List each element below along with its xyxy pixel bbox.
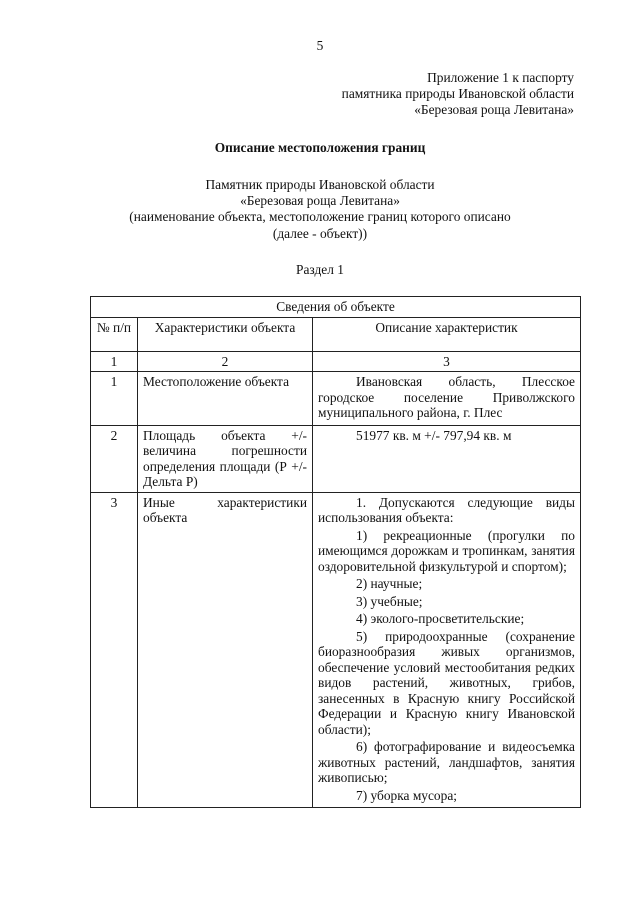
- table-row: [91, 425, 581, 492]
- row-1-characteristic: Местоположение объекта: [138, 372, 313, 426]
- table-row: [91, 492, 581, 808]
- object-line-4: (далее - объект)): [272, 225, 368, 241]
- row-3-num: 3: [91, 492, 138, 808]
- row-3-para-6: 5) природоохранные (сохранение биоразнообразия живых организмов, обеспечение условий местообитания редких видов растений, животных, грибов, занесенных в Красную книгу Российской Федерации и Красную книгу Ивановской области);: [318, 628, 575, 737]
- row-3-para-2: 1) рекреационные (прогулки по имеющимся дорожкам и тропинкам, занятия оздоровительной физкультурой и спортом);: [318, 527, 575, 574]
- page-number: 5: [316, 38, 324, 53]
- row-3-para-4: 3) учебные;: [356, 593, 423, 609]
- row-3-para-5: 4) эколого-просветительские;: [356, 611, 525, 626]
- column-number-2: 2: [138, 351, 313, 372]
- row-2-characteristic: Площадь объекта +/- величина погрешности определения площади (Р +/- Дельта Р): [138, 425, 313, 492]
- object-info-table: [90, 296, 581, 808]
- header-characteristic: Характеристики объекта: [138, 317, 313, 351]
- header-num: № п/п: [91, 317, 138, 351]
- appendix-line-3: «Березовая роща Левитана»: [414, 102, 574, 117]
- appendix-line-2: памятника природы Ивановской области: [341, 86, 574, 101]
- appendix-note: [342, 70, 574, 118]
- document-heading: Описание местоположения границ: [214, 140, 426, 155]
- column-number-1: 1: [91, 351, 138, 372]
- row-3-para-8: 7) уборка мусора;: [356, 787, 457, 803]
- row-2-num: 2: [91, 425, 138, 492]
- table-row: [91, 372, 581, 426]
- row-3-para-3: 2) научные;: [356, 576, 423, 591]
- row-2-description-text: 51977 кв. м +/- 797,94 кв. м: [356, 427, 512, 443]
- row-3-para-1: 1. Допускаются следующие виды использования объекта:: [318, 494, 575, 525]
- section-title: Раздел 1: [296, 262, 344, 277]
- object-line-3: (наименование объекта, местоположение границ которого описано: [129, 209, 511, 225]
- row-1-description: [313, 372, 581, 426]
- row-1-num: 1: [91, 372, 138, 426]
- object-line-2: «Березовая роща Левитана»: [240, 193, 400, 209]
- row-3-description: [313, 492, 581, 808]
- table-caption: Сведения об объекте: [91, 297, 581, 318]
- column-number-3: 3: [313, 351, 581, 372]
- row-3-characteristic: Иные характеристики объекта: [138, 492, 313, 808]
- object-title-block: [0, 177, 640, 242]
- object-line-1: Памятник природы Ивановской области: [205, 177, 435, 192]
- header-description: Описание характеристик: [313, 317, 581, 351]
- appendix-line-1: Приложение 1 к паспорту: [427, 70, 574, 85]
- row-2-description: [313, 425, 581, 492]
- row-1-description-text: Ивановская область, Плесское городское поселение Приволжского муниципального района, г. Плес: [318, 374, 575, 420]
- row-3-para-7: 6) фотографирование и видеосъемка животных растений, ландшафтов, занятия живописью;: [318, 739, 575, 785]
